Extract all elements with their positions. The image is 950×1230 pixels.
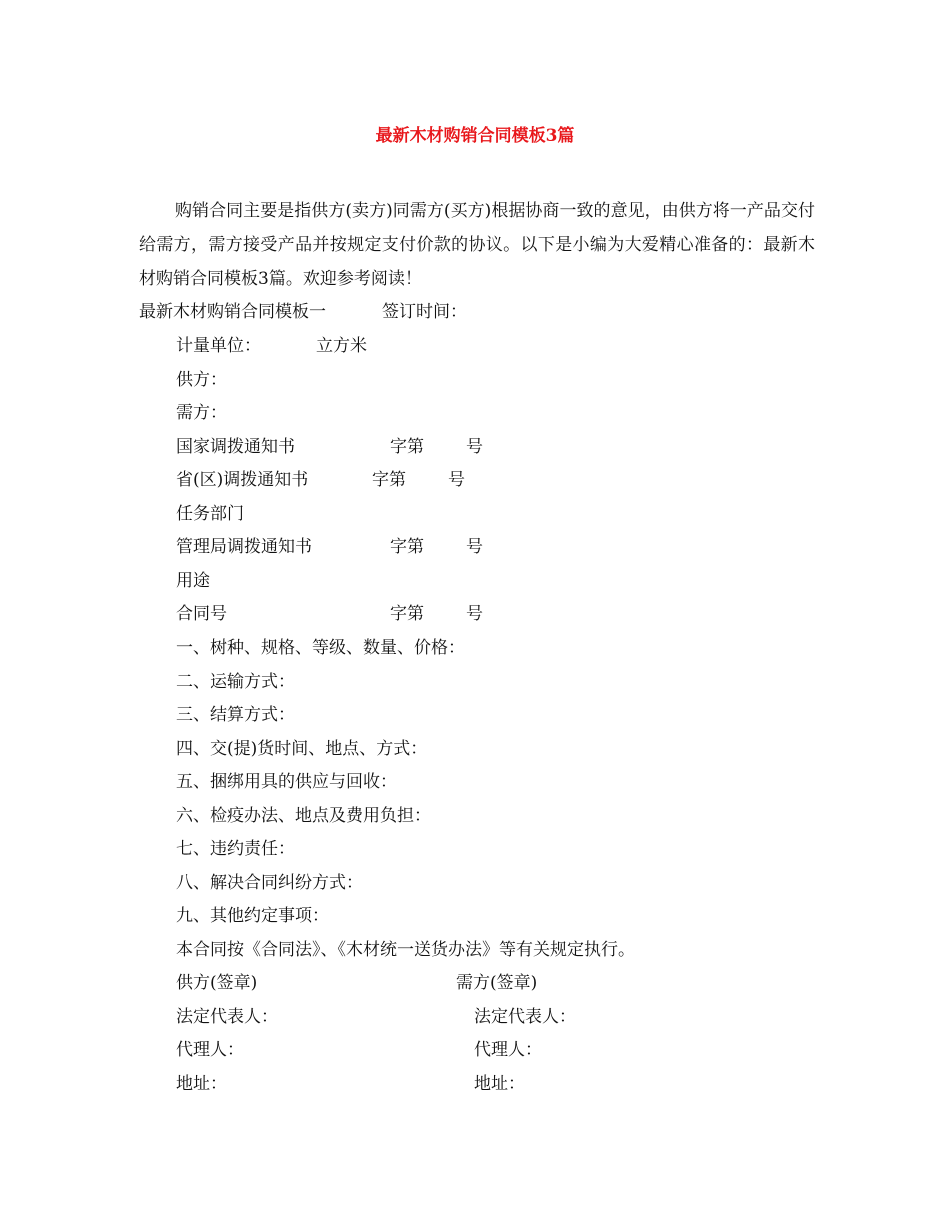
law-statement: 本合同按《合同法》、《木材统一送货办法》等有关规定执行。 <box>176 940 635 960</box>
buyer-seal-label: 需方(签章) <box>456 973 538 993</box>
clause-5: 五、捆绑用具的供应与回收： <box>176 772 397 792</box>
agent-row <box>176 1038 542 1062</box>
clause-2: 二、运输方式： <box>176 672 295 692</box>
contract-no-label: 合同号 <box>176 604 227 624</box>
buyer-label: 需方： <box>176 403 227 423</box>
national-notice-label: 国家调拨通知书 <box>176 437 295 457</box>
unit-row <box>176 334 367 358</box>
clause-6: 六、检疫办法、地点及费用负担： <box>176 806 431 826</box>
clause-3: 三、结算方式： <box>176 705 295 725</box>
task-dept-label: 任务部门 <box>176 504 244 524</box>
seal-row <box>176 971 538 995</box>
address-row <box>176 1072 525 1096</box>
provincial-notice-label: 省(区)调拨通知书 <box>176 470 309 490</box>
zi-di-label: 字第 <box>372 470 406 490</box>
buyer-address-label: 地址： <box>474 1074 525 1094</box>
supplier-label: 供方： <box>176 370 227 390</box>
clause-1: 一、树种、规格、等级、数量、价格： <box>176 638 465 658</box>
zi-di-label: 字第 <box>390 604 424 624</box>
contract-no-row <box>176 602 483 626</box>
national-notice-row <box>176 435 483 459</box>
sign-time-label: 签订时间： <box>382 302 467 322</box>
hao-label: 号 <box>466 437 483 457</box>
clause-9: 九、其他约定事项： <box>176 906 329 926</box>
supplier-seal-label: 供方(签章) <box>176 973 258 993</box>
clause-7: 七、违约责任： <box>176 839 295 859</box>
buyer-legal-rep-label: 法定代表人： <box>474 1007 576 1027</box>
supplier-address-label: 地址： <box>176 1074 227 1094</box>
purpose-label: 用途 <box>176 571 210 591</box>
supplier-legal-rep-label: 法定代表人： <box>176 1007 278 1027</box>
zi-di-label: 字第 <box>390 437 424 457</box>
supplier-agent-label: 代理人： <box>176 1040 244 1060</box>
legal-rep-row <box>176 1005 576 1029</box>
section1-heading: 最新木材购销合同模板一 <box>139 302 326 322</box>
unit-label: 计量单位： <box>176 336 261 356</box>
bureau-notice-label: 管理局调拨通知书 <box>176 537 312 557</box>
hao-label: 号 <box>448 470 465 490</box>
intro-paragraph: 购销合同主要是指供方(卖方)同需方(买方)根据协商一致的意见，由供方将一产品交付给需方，需方接受产品并按规定支付价款的协议。以下是小编为大爱精心准备的：最新木材购销合同模板3篇。欢迎参考阅读！ <box>139 201 815 289</box>
clause-4: 四、交(提)货时间、地点、方式： <box>176 739 428 759</box>
unit-value: 立方米 <box>316 336 367 356</box>
zi-di-label: 字第 <box>390 537 424 557</box>
hao-label: 号 <box>466 537 483 557</box>
hao-label: 号 <box>466 604 483 624</box>
section-heading-row <box>139 300 467 324</box>
clause-8: 八、解决合同纠纷方式： <box>176 873 363 893</box>
provincial-notice-row <box>176 468 465 492</box>
buyer-agent-label: 代理人： <box>474 1040 542 1060</box>
document-title: 最新木材购销合同模板3篇 <box>375 126 575 146</box>
bureau-notice-row <box>176 535 483 559</box>
